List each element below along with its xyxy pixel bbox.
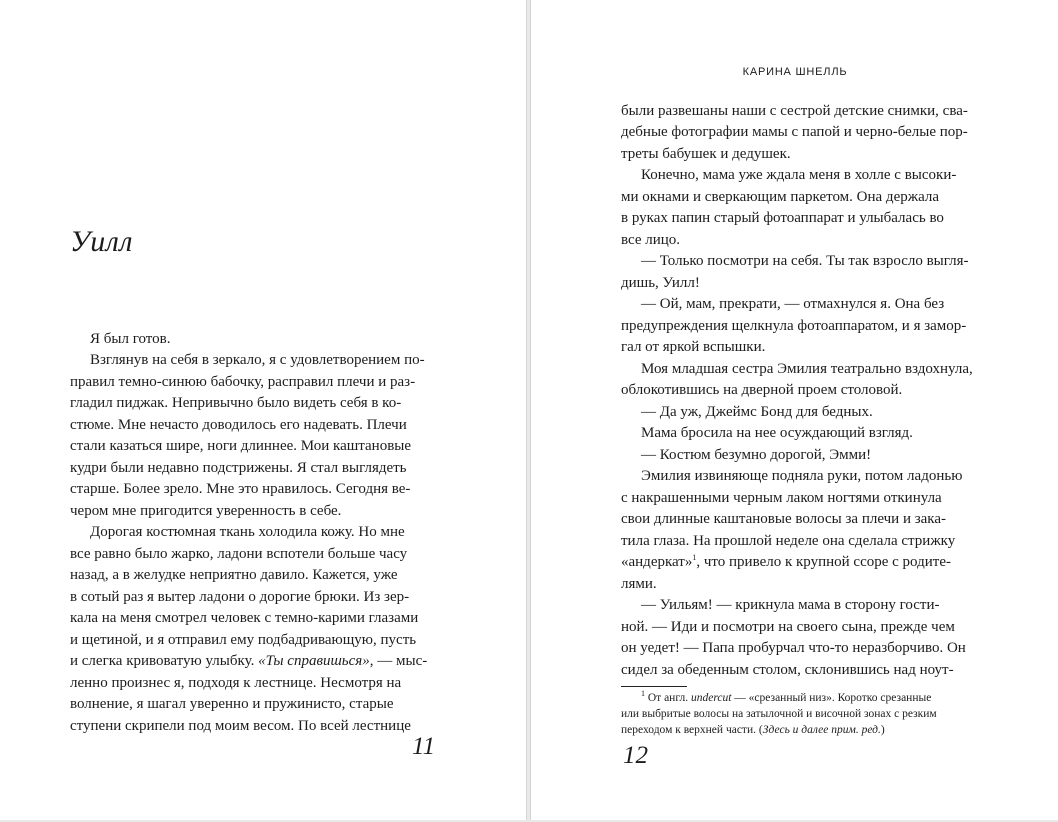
text-line: — Только посмотри на себя. Ты так взросло выгля- [641, 253, 969, 269]
text-run: — «срезанный низ». Коротко срезанные [731, 692, 932, 704]
text-line: в сотый раз я вытер ладони о дорогие брюки. Из зер- [70, 589, 410, 605]
text-run: «андеркат» [621, 554, 693, 570]
italic-run: undercut [690, 692, 732, 704]
text-line [70, 651, 427, 671]
text-line: предупреждения щелкнула фотоаппаратом, и я замор- [621, 318, 967, 334]
text-line: правил темно-синюю бабочку, расправил плечи и раз- [70, 374, 416, 390]
text-line: дишь, Уилл! [621, 275, 700, 291]
text-line: назад, а в желудке неприятно давило. Кажется, уже [70, 567, 398, 583]
page-number: 11 [412, 733, 436, 760]
footnote-line [621, 722, 885, 738]
footnote-ref: 1 [692, 553, 697, 562]
text-line: все лицо. [621, 232, 681, 248]
text-line: и щетиной, и я отправил ему подбадривающую, пусть [70, 632, 417, 648]
text-line: сидел за обеденным столом, склонившись над ноут- [621, 662, 954, 678]
text-line: кудри были недавно подстрижены. Я стал выглядеть [70, 460, 407, 476]
text-line: все равно было жарко, ладони вспотели больше часу [70, 546, 408, 562]
text-line: дебные фотографии мамы с папой и черно-белые пор- [621, 124, 968, 140]
text-line: ми окнами и сверкающим паркетом. Она держала [621, 189, 940, 205]
page-number: 12 [623, 742, 648, 769]
text-line: Эмилия извиняюще подняла руки, потом ладонью [641, 468, 963, 484]
text-line: чером мне пригодится уверенность в себе. [70, 503, 342, 519]
text-run: , — мыс- [369, 653, 428, 669]
text-line: старше. Более зрело. Мне это нравилось. Сегодня ве- [70, 481, 411, 497]
footnote-rule [621, 686, 687, 687]
text-line: ступени скрипели под моим весом. По всей лестнице [70, 718, 411, 734]
text-line: — Ой, мам, прекрати, — отмахнулся я. Она без [641, 296, 945, 312]
text-run: ) [880, 724, 885, 736]
text-line: Взглянув на себя в зеркало, я с удовлетворением по- [90, 352, 425, 368]
text-line: ной. — Иди и посмотри на своего сына, прежде чем [621, 619, 955, 635]
text-line: тила глаза. На прошлой неделе она сделала стрижку [621, 533, 956, 549]
text-line: гладил пиджак. Непривычно было видеть себя в ко- [70, 395, 402, 411]
text-line: — Костюм безумно дорогой, Эмми! [641, 447, 872, 463]
text-line: — Да уж, Джеймс Бонд для бедных. [641, 404, 873, 420]
chapter-title: Уилл [70, 225, 133, 258]
text-line: с накрашенными черным лаком ногтями откинула [621, 490, 942, 506]
text-line: — Уильям! — крикнула мама в сторону гости- [641, 597, 940, 613]
text-line: треты бабушек и дедушек. [621, 146, 791, 162]
left-page [0, 0, 527, 820]
text-line: гал от яркой вспышки. [621, 339, 766, 355]
text-line: стали казаться шире, ноги длиннее. Мои каштановые [70, 438, 412, 454]
text-line: ленно произнес я, подходя к лестнице. Несмотря на [70, 675, 402, 691]
text-line: свои длинные каштановые волосы за плечи и зака- [621, 511, 947, 527]
text-line: Конечно, мама уже ждала меня в холле с высоки- [641, 167, 957, 183]
text-line: кала на меня смотрел человек с темно-карими глазами [70, 610, 419, 626]
text-line: стюме. Мне нечасто доводилось его надевать. Плечи [70, 417, 407, 433]
text-line: были развешаны наши с сестрой детские снимки, сва- [621, 103, 968, 119]
footnote-line [641, 690, 931, 706]
text-line: Моя младшая сестра Эмилия театрально вздохнула, [641, 361, 973, 377]
right-page [530, 0, 1058, 820]
text-line: волнение, я шагал уверенно и пружинисто, старые [70, 696, 394, 712]
text-line [621, 552, 951, 572]
italic-run: «Ты справишься» [258, 653, 370, 669]
text-run: и слегка кривоватую улыбку. [70, 653, 255, 669]
italic-run: Здесь и далее прим. ред. [762, 724, 881, 736]
text-line: облокотившись на дверной проем столовой. [621, 382, 903, 398]
text-line: Мама бросила на нее осуждающий взгляд. [641, 425, 913, 441]
text-line: Я был готов. [90, 331, 171, 347]
footnote-line: или выбритые волосы на затылочной и височной зонах с резким [621, 708, 937, 720]
text-run: От англ. [645, 692, 691, 704]
text-line: он уедет! — Папа пробурчал что-то неразборчиво. Он [621, 640, 966, 656]
text-line: Дорогая костюмная ткань холодила кожу. Но мне [90, 524, 405, 540]
text-line: в руках папин старый фотоаппарат и улыбалась во [621, 210, 944, 226]
running-head: КАРИНА ШНЕЛЛЬ [742, 66, 848, 78]
footnote-number: 1 [641, 689, 645, 699]
text-line: лями. [621, 576, 657, 592]
text-run: переходом к верхней части. ( [621, 724, 763, 736]
text-run: , что привело к крупной ссоре с родите- [696, 554, 951, 570]
